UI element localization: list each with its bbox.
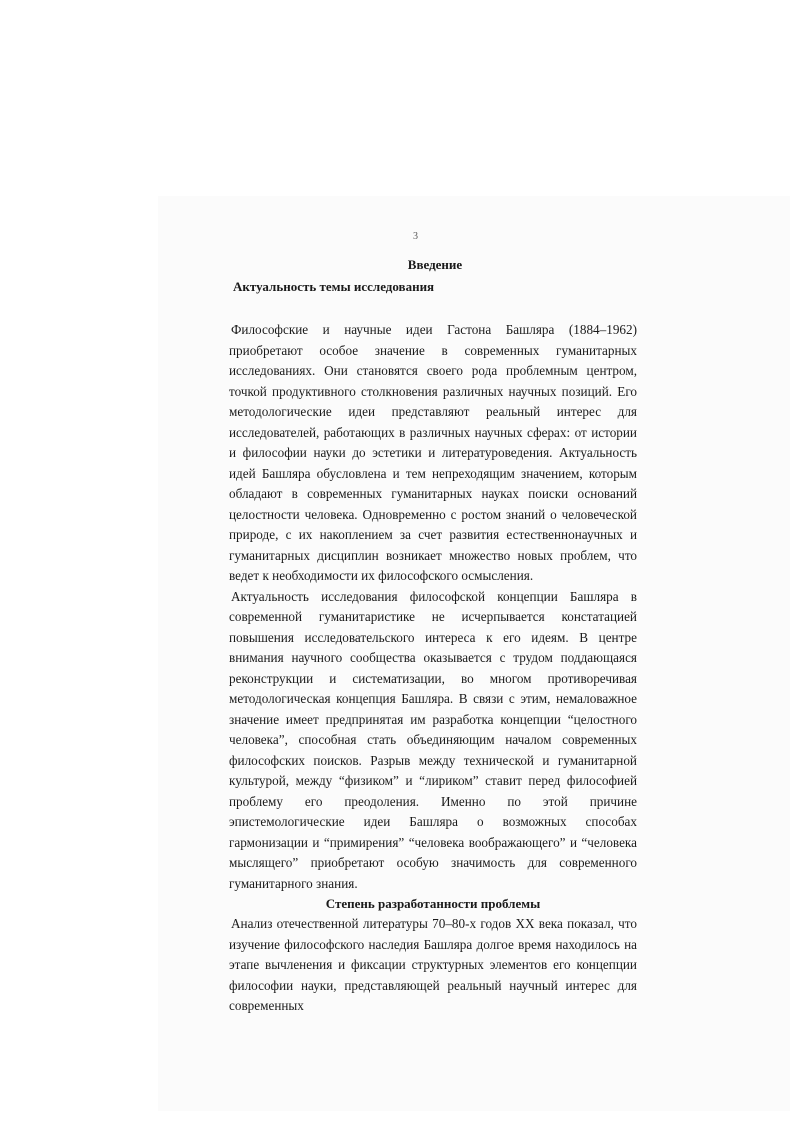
development-degree-heading: Степень разработанности проблемы <box>325 896 541 911</box>
paragraph-development-1: Анализ отечественной литературы 70–80-х годов XX века показал, что изучение философского наследия Башляра долгое время находилось на этапе вычленения и фиксации структурных элементов его концепции философии науки, представляющей реальный научный интерес для современных <box>229 916 637 1013</box>
page-number: 3 <box>413 231 418 242</box>
document-body <box>229 256 637 1017</box>
paragraph-relevance-1: Философские и научные идеи Гастона Башляра (1884–1962) приобретают особое значение в современных гуманитарных исследованиях. Они становятся своего рода проблемным центром, точкой продуктивного столкновения различных научных позиций. Его методологические идеи представляют реальный интерес для исследователей, работающих в различных научных сферах: от истории и философии науки до эстетики и литературоведения. Актуальность идей Башляра обусловлена и тем непреходящим значением, которым обладают в современных гуманитарных науках поиски оснований целостности человека. Одновременно с ростом знаний о человеческой природе, с их накоплением за счет развития естественнонаучных и гуманитарных дисциплин возникает множество новых проблем, что ведет к необходимости их философского осмысления. <box>229 322 637 583</box>
introduction-heading: Введение <box>407 257 463 272</box>
relevance-heading: Актуальность темы исследования <box>233 279 435 294</box>
paragraph-relevance-2: Актуальность исследования философской концепции Башляра в современной гуманитаристике не исчерпывается констатацией повышения исследовательского интереса к его идеям. В центре внимания научного сообщества оказывается с трудом поддающаяся реконструкции и систематизации, во многом противоречивая методологическая концепция Башляра. В связи с этим, немаловажное значение имеет предпринятая им разработка концепции “целостного человека”, способная стать объединяющим началом современных философских поисков. Разрыв между технической и гуманитарной культурой, между “физиком” и “лириком” ставит перед философией проблему его преодоления. Именно по этой причине эпистемологические идеи Башляра о возможных способах гармонизации и “примирения” “человека воображающего” и “человека мыслящего” приобретают особую значимость для современного гуманитарного знания. <box>229 588 637 891</box>
relevance-section <box>229 320 637 894</box>
